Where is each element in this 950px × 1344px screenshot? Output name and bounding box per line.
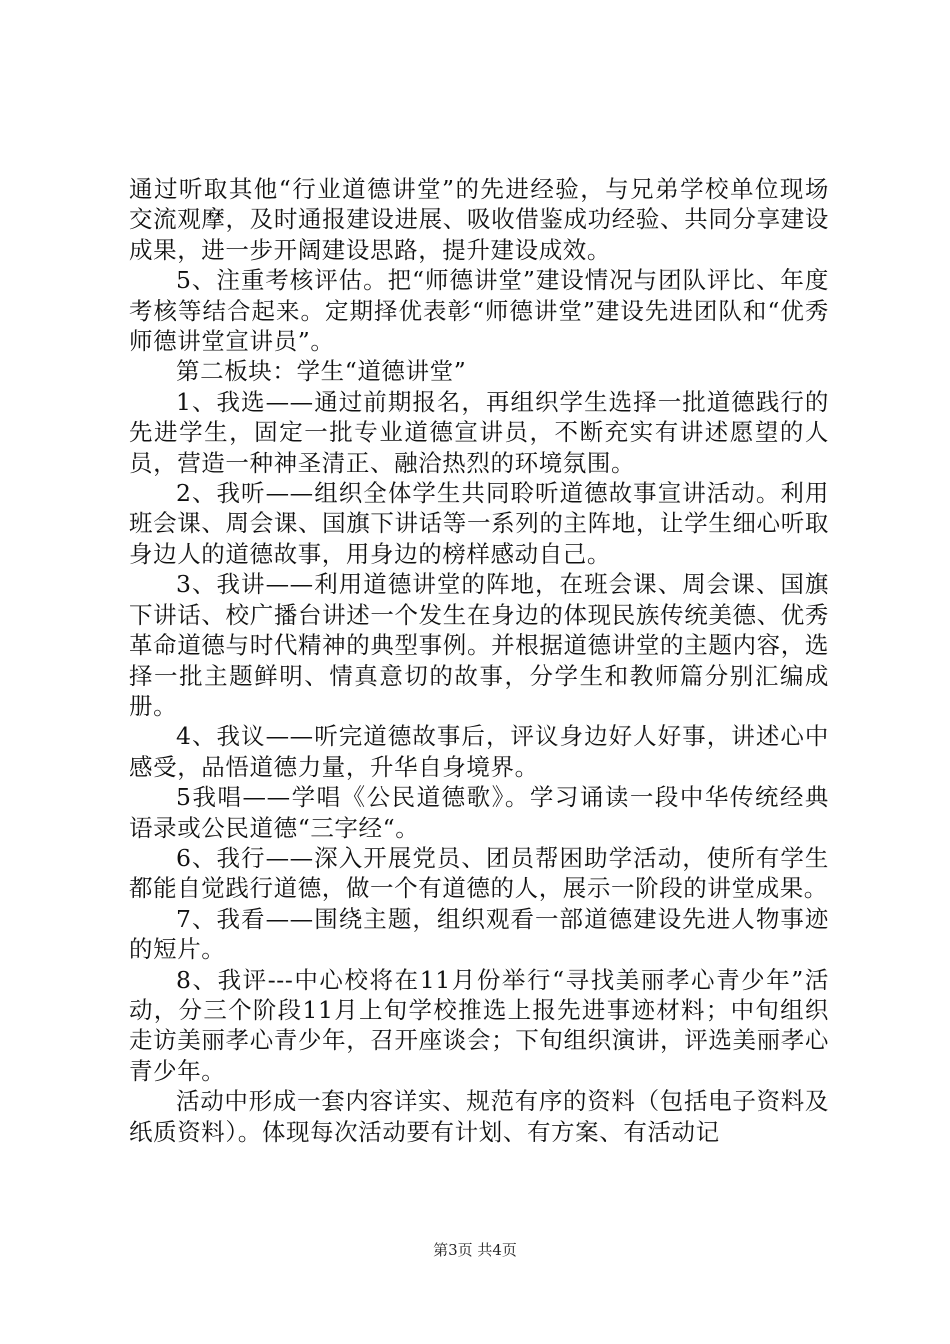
paragraph-continuation: 通过听取其他“行业道德讲堂”的先进经验，与兄弟学校单位现场交流观摩，及时通报建设进展、吸收借鉴成功经验、共同分享建设成果，进一步开阔建设思路，提升建设成效。 — [129, 175, 829, 264]
paragraph-item-7: 7、我看——围绕主题，组织观看一部道德建设先进人物事迹的短片。 — [129, 904, 829, 964]
document-body — [129, 174, 829, 1147]
paragraph-assessment: 5、注重考核评估。把“师德讲堂”建设情况与团队评比、年度考核等结合起来。定期择优表彰“师德讲堂”建设先进团队和“优秀师德讲堂宣讲员”。 — [129, 266, 829, 356]
paragraph-item-2: 2、我听——组织全体学生共同聆听道德故事宣讲活动。利用班会课、周会课、国旗下讲话等一系列的主阵地，让学生细心听取身边人的道德故事，用身边的榜样感动自己。 — [129, 479, 829, 568]
paragraph-records: 活动中形成一套内容详实、规范有序的资料（包括电子资料及纸质资料）。体现每次活动要有计划、有方案、有活动记 — [129, 1087, 829, 1146]
paragraph-item-6: 6、我行——深入开展党员、团员帮困助学活动，使所有学生都能自觉践行道德，做一个有道德的人，展示一阶段的讲堂成果。 — [129, 843, 829, 903]
page-number-footer: 第3页 共4页 — [433, 1241, 517, 1259]
paragraph-item-4: 4、我议——听完道德故事后，评议身边好人好事，讲述心中感受，品悟道德力量，升华自身境界。 — [129, 722, 829, 781]
section-heading: 第二板块：学生“道德讲堂” — [176, 357, 467, 386]
paragraph-item-1: 1、我选——通过前期报名，再组织学生选择一批道德践行的先进学生，固定一批专业道德宣讲员，不断充实有讲述愿望的人员，营造一种神圣清正、融洽热烈的环境氛围。 — [129, 387, 829, 477]
paragraph-item-8: 8、我评---中心校将在11月份举行“寻找美丽孝心青少年”活动，分三个阶段11月上旬学校推选上报先进事迹材料；中旬组织走访美丽孝心青少年，召开座谈会；下旬组织演讲，评选美丽孝心青少年。 — [129, 965, 829, 1085]
paragraph-item-5: 5我唱——学唱《公民道德歌》。学习诵读一段中华传统经典语录或公民道德“三字经“。 — [129, 783, 829, 842]
paragraph-item-3: 3、我讲——利用道德讲堂的阵地，在班会课、周会课、国旗下讲话、校广播台讲述一个发生在身边的体现民族传统美德、优秀革命道德与时代精神的典型事例。并根据道德讲堂的主题内容，选择一批主题鲜明、情真意切的故事，分学生和教师篇分别汇编成册。 — [129, 570, 829, 720]
